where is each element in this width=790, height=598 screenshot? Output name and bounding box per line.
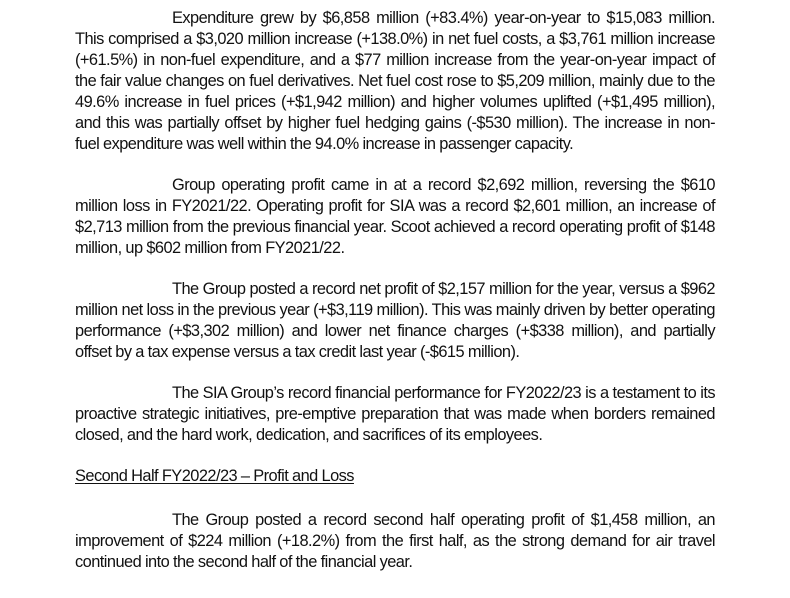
paragraph-operating-profit: Group operating profit came in at a record $2,692 million, reversing the $610 million loss in FY2021/22. Operating profit for SIA was a record $2,601 million, an increase of $2,713 million from the previous financial year. Scoot achieved a record operating profit of $148 million, up $602 million from FY2021/22.	[75, 176, 715, 257]
paragraph-expenditure: Expenditure grew by $6,858 million (+83.4%) year-on-year to $15,083 million. This comprised a $3,020 million increase (+138.0%) in net fuel costs, a $3,761 million increase (+61.5%) in non-fuel expenditure, and a $77 million increase from the year-on-year impact of the fair value changes on fuel derivatives. Net fuel cost rose to $5,209 million, mainly due to the 49.6% increase in fuel prices (+$1,942 million) and higher volumes uplifted (+$1,495 million), and this was partially offset by higher fuel hedging gains (-$530 million). The increase in non-fuel expenditure was well within the 94.0% increase in passenger capacity.	[75, 9, 715, 153]
paragraph-testament: The SIA Group’s record financial performance for FY2022/23 is a testament to its proactive strategic initiatives, pre-emptive preparation that was made when borders remained closed, and the hard work, dedication, and sacrifices of its employees.	[75, 384, 715, 444]
document-page	[75, 8, 715, 573]
paragraph-net-profit: The Group posted a record net profit of $2,157 million for the year, versus a $962 million net loss in the previous year (+$3,119 million). This was mainly driven by better operating performance (+$3,302 million) and lower net finance charges (+$338 million), and partially offset by a tax expense versus a tax credit last year (-$615 million).	[75, 280, 715, 361]
section-heading: Second Half FY2022/23 – Profit and Loss	[75, 467, 354, 485]
paragraph-second-half: The Group posted a record second half operating profit of $1,458 million, an improvement of $224 million (+18.2%) from the first half, as the strong demand for air travel continued into the second half of the financial year.	[75, 511, 715, 571]
